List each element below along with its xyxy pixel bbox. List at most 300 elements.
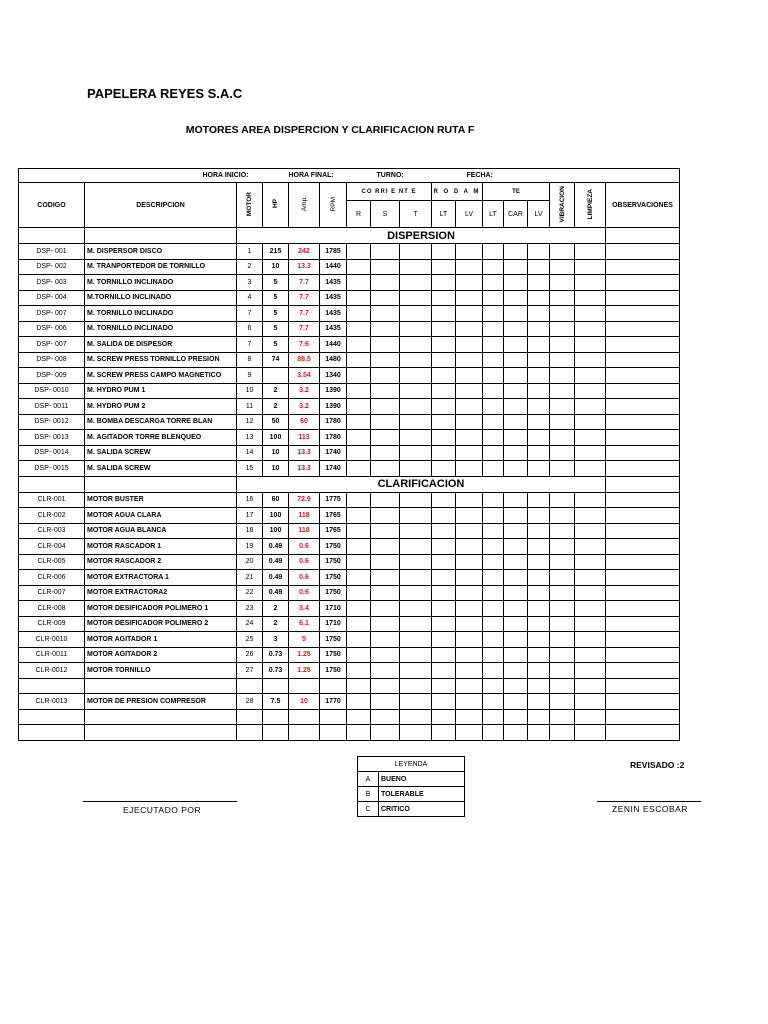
- blank-cell: [289, 678, 320, 694]
- hp-cell: 0.49: [263, 570, 289, 586]
- hp-cell: 2: [263, 601, 289, 617]
- reading-cell: [371, 321, 400, 337]
- blank-cell: [237, 725, 263, 741]
- reading-cell: [504, 244, 528, 260]
- reading-cell: [575, 508, 606, 524]
- code-cell: CLR-0011: [19, 647, 85, 663]
- code-cell: DSP- 003: [19, 275, 85, 291]
- reading-cell: [575, 570, 606, 586]
- reading-cell: [504, 554, 528, 570]
- rpm-cell: 1765: [320, 508, 347, 524]
- reading-cell: [400, 647, 432, 663]
- observaciones-cell: [606, 539, 680, 555]
- reading-cell: [483, 244, 504, 260]
- reading-cell: [371, 306, 400, 322]
- code-cell: DSP- 007: [19, 337, 85, 353]
- reading-cell: [575, 383, 606, 399]
- motor-number-cell: 12: [237, 414, 263, 430]
- motor-number-cell: 28: [237, 694, 263, 710]
- code-cell: CLR-006: [19, 570, 85, 586]
- reading-cell: [504, 275, 528, 291]
- code-cell: CLR-004: [19, 539, 85, 555]
- blank-cell: [320, 725, 347, 741]
- legend-key: C: [358, 802, 379, 817]
- amp-cell: 3.2: [289, 383, 320, 399]
- empty-row: [19, 678, 680, 694]
- observaciones-cell: [606, 585, 680, 601]
- reading-cell: [504, 585, 528, 601]
- reading-cell: [347, 508, 371, 524]
- motor-number-cell: 17: [237, 508, 263, 524]
- amp-cell: 118: [289, 523, 320, 539]
- reading-cell: [456, 275, 483, 291]
- reading-cell: [400, 585, 432, 601]
- legend-label: TOLERABLE: [379, 787, 465, 802]
- description-cell: MOTOR DESIFICADOR POLIMERO 2: [85, 616, 237, 632]
- reading-cell: [432, 430, 456, 446]
- rpm-cell: 1740: [320, 461, 347, 477]
- blank-cell: [400, 709, 432, 725]
- reading-cell: [550, 290, 575, 306]
- motor-row: [19, 275, 680, 291]
- reading-cell: [347, 275, 371, 291]
- blank-cell: [575, 678, 606, 694]
- reading-cell: [575, 290, 606, 306]
- t-subheader: T: [400, 201, 432, 228]
- reading-cell: [575, 647, 606, 663]
- blank-cell: [85, 476, 237, 492]
- code-cell: CLR-003: [19, 523, 85, 539]
- description-cell: M. SALIDA DE DISPESOR: [85, 337, 237, 353]
- legend-label: CRITICO: [379, 802, 465, 817]
- code-cell: DSP- 004: [19, 290, 85, 306]
- motor-row: [19, 539, 680, 555]
- reading-cell: [528, 601, 550, 617]
- reading-cell: [550, 663, 575, 679]
- reading-cell: [432, 616, 456, 632]
- code-cell: DSP- 007: [19, 306, 85, 322]
- reading-cell: [371, 414, 400, 430]
- hp-cell: 0.49: [263, 554, 289, 570]
- reading-cell: [483, 368, 504, 384]
- reading-cell: [575, 523, 606, 539]
- code-cell: DSP- 0012: [19, 414, 85, 430]
- reading-cell: [528, 414, 550, 430]
- section-row: [19, 228, 680, 244]
- amp-cell: 60: [289, 414, 320, 430]
- reading-cell: [528, 694, 550, 710]
- rpm-cell: 1750: [320, 554, 347, 570]
- motor-number-cell: 10: [237, 383, 263, 399]
- reading-cell: [504, 570, 528, 586]
- motor-number-cell: 14: [237, 445, 263, 461]
- blank-cell: [320, 709, 347, 725]
- code-cell: DSP- 002: [19, 259, 85, 275]
- reading-cell: [483, 337, 504, 353]
- reading-cell: [400, 352, 432, 368]
- motor-number-cell: 24: [237, 616, 263, 632]
- reading-cell: [550, 694, 575, 710]
- observaciones-cell: [606, 430, 680, 446]
- motor-number-cell: 22: [237, 585, 263, 601]
- amp-cell: 3.54: [289, 368, 320, 384]
- blank-cell: [432, 709, 456, 725]
- reading-cell: [528, 259, 550, 275]
- blank-cell: [504, 725, 528, 741]
- observaciones-cell: [606, 445, 680, 461]
- reading-cell: [550, 306, 575, 322]
- amp-cell: 0.6: [289, 539, 320, 555]
- ejecutado-signature-line: [83, 801, 237, 802]
- reading-cell: [400, 539, 432, 555]
- rodamiento-header: R O D A M: [432, 183, 483, 201]
- hp-cell: 3: [263, 632, 289, 648]
- reading-cell: [504, 461, 528, 477]
- reading-cell: [483, 663, 504, 679]
- observaciones-cell: [606, 632, 680, 648]
- code-cell: CLR-001: [19, 492, 85, 508]
- rpm-cell: 1710: [320, 616, 347, 632]
- reading-cell: [432, 352, 456, 368]
- reading-cell: [504, 399, 528, 415]
- reading-cell: [456, 430, 483, 446]
- blank-cell: [289, 709, 320, 725]
- motor-number-cell: 4: [237, 290, 263, 306]
- hp-cell: 0.49: [263, 539, 289, 555]
- reading-cell: [550, 399, 575, 415]
- hp-cell: 60: [263, 492, 289, 508]
- reading-cell: [504, 383, 528, 399]
- amp-cell: 113: [289, 430, 320, 446]
- reading-cell: [400, 616, 432, 632]
- fecha-label: FECHA:: [456, 169, 680, 183]
- reading-cell: [347, 539, 371, 555]
- hp-header: HP: [263, 183, 289, 228]
- lv-subheader: LV: [456, 201, 483, 228]
- reading-cell: [456, 244, 483, 260]
- reading-cell: [371, 601, 400, 617]
- motor-number-cell: 13: [237, 430, 263, 446]
- description-cell: MOTOR TORNILLO: [85, 663, 237, 679]
- hp-cell: 5: [263, 275, 289, 291]
- blank-cell: [550, 678, 575, 694]
- motor-row: [19, 616, 680, 632]
- reading-cell: [483, 539, 504, 555]
- reading-cell: [371, 554, 400, 570]
- reading-cell: [550, 523, 575, 539]
- observaciones-cell: [606, 616, 680, 632]
- reading-cell: [432, 585, 456, 601]
- document-title: MOTORES AREA DISPERCION Y CLARIFICACION RUTA F: [185, 124, 475, 136]
- reading-cell: [347, 321, 371, 337]
- reading-cell: [528, 663, 550, 679]
- reading-cell: [432, 570, 456, 586]
- reading-cell: [483, 414, 504, 430]
- blank-cell: [432, 678, 456, 694]
- hp-cell: 10: [263, 461, 289, 477]
- observaciones-cell: [606, 647, 680, 663]
- blank-cell: [550, 709, 575, 725]
- motor-number-cell: 23: [237, 601, 263, 617]
- blank-cell: [432, 725, 456, 741]
- motor-row: [19, 523, 680, 539]
- motor-number-cell: 18: [237, 523, 263, 539]
- reading-cell: [575, 275, 606, 291]
- amp-cell: 10: [289, 694, 320, 710]
- reading-cell: [528, 554, 550, 570]
- rpm-cell: 1435: [320, 321, 347, 337]
- reading-cell: [528, 244, 550, 260]
- description-cell: M. SALIDA SCREW: [85, 445, 237, 461]
- blank-cell: [19, 709, 85, 725]
- empty-row: [19, 709, 680, 725]
- reading-cell: [456, 290, 483, 306]
- reading-cell: [483, 694, 504, 710]
- description-cell: M. SCREW PRESS TORNILLO PRESION: [85, 352, 237, 368]
- description-cell: MOTOR AGUA CLARA: [85, 508, 237, 524]
- hp-cell: 0.49: [263, 585, 289, 601]
- reading-cell: [456, 306, 483, 322]
- motor-number-cell: 27: [237, 663, 263, 679]
- blank-cell: [456, 709, 483, 725]
- amp-cell: 13.3: [289, 445, 320, 461]
- reading-cell: [575, 337, 606, 353]
- reading-cell: [550, 461, 575, 477]
- observaciones-cell: [606, 337, 680, 353]
- motor-row: [19, 321, 680, 337]
- reading-cell: [575, 539, 606, 555]
- reading-cell: [432, 508, 456, 524]
- reading-cell: [456, 337, 483, 353]
- motor-number-cell: 21: [237, 570, 263, 586]
- amp-cell: 0.6: [289, 554, 320, 570]
- signer-name: ZENIN ESCOBAR: [612, 804, 688, 814]
- reading-cell: [528, 570, 550, 586]
- reading-cell: [483, 275, 504, 291]
- hp-cell: 5: [263, 306, 289, 322]
- reading-cell: [528, 383, 550, 399]
- reading-cell: [575, 259, 606, 275]
- motor-number-cell: 25: [237, 632, 263, 648]
- reading-cell: [432, 632, 456, 648]
- hp-cell: 74: [263, 352, 289, 368]
- blank-cell: [483, 725, 504, 741]
- reading-cell: [371, 539, 400, 555]
- description-cell: MOTOR BUSTER: [85, 492, 237, 508]
- reading-cell: [347, 414, 371, 430]
- rpm-cell: 1480: [320, 352, 347, 368]
- reading-cell: [347, 570, 371, 586]
- rpm-cell: 1775: [320, 492, 347, 508]
- reading-cell: [347, 445, 371, 461]
- description-cell: MOTOR AGITADOR 2: [85, 647, 237, 663]
- amp-cell: 118: [289, 508, 320, 524]
- legend-item: [358, 787, 465, 802]
- reading-cell: [432, 414, 456, 430]
- amp-cell: 7.7: [289, 290, 320, 306]
- rpm-cell: 1390: [320, 399, 347, 415]
- hp-cell: 5: [263, 337, 289, 353]
- reading-cell: [550, 508, 575, 524]
- reading-cell: [456, 616, 483, 632]
- reading-cell: [400, 663, 432, 679]
- motor-number-cell: 19: [237, 539, 263, 555]
- blank-cell: [237, 678, 263, 694]
- code-cell: DSP- 009: [19, 368, 85, 384]
- reading-cell: [504, 290, 528, 306]
- motor-number-cell: 3: [237, 275, 263, 291]
- blank-cell: [19, 725, 85, 741]
- observaciones-cell: [606, 321, 680, 337]
- reading-cell: [483, 259, 504, 275]
- code-cell: CLR-009: [19, 616, 85, 632]
- reading-cell: [550, 430, 575, 446]
- reading-cell: [347, 523, 371, 539]
- hp-cell: 215: [263, 244, 289, 260]
- reading-cell: [456, 399, 483, 415]
- description-cell: MOTOR EXTRACTORA 1: [85, 570, 237, 586]
- amp-cell: 6.1: [289, 616, 320, 632]
- reading-cell: [400, 523, 432, 539]
- reading-cell: [347, 663, 371, 679]
- reading-cell: [432, 337, 456, 353]
- legend-title: LEYENDA: [358, 757, 465, 772]
- reading-cell: [528, 352, 550, 368]
- reading-cell: [550, 383, 575, 399]
- blank-cell: [19, 228, 85, 244]
- motor-header: MOTOR: [237, 183, 263, 228]
- rpm-cell: 1750: [320, 632, 347, 648]
- amp-header: Amp.: [289, 183, 320, 228]
- description-cell: M. DISPERSOR DISCO: [85, 244, 237, 260]
- reading-cell: [432, 290, 456, 306]
- reading-cell: [400, 290, 432, 306]
- reading-cell: [400, 492, 432, 508]
- reading-cell: [371, 523, 400, 539]
- te-header: TE: [483, 183, 550, 201]
- reading-cell: [575, 554, 606, 570]
- reading-cell: [432, 259, 456, 275]
- hora-inicio-label: HORA INICIO:: [19, 169, 289, 183]
- reading-cell: [528, 647, 550, 663]
- hp-cell: 100: [263, 430, 289, 446]
- reading-cell: [400, 368, 432, 384]
- motor-number-cell: 2: [237, 259, 263, 275]
- motor-row: [19, 647, 680, 663]
- reading-cell: [456, 663, 483, 679]
- reading-cell: [400, 275, 432, 291]
- code-cell: DSP- 0013: [19, 430, 85, 446]
- reading-cell: [483, 461, 504, 477]
- description-cell: M. AGITADOR TORRE BLENQUEO: [85, 430, 237, 446]
- reading-cell: [456, 492, 483, 508]
- reading-cell: [550, 492, 575, 508]
- reading-cell: [504, 539, 528, 555]
- motor-row: [19, 585, 680, 601]
- amp-cell: 13.3: [289, 259, 320, 275]
- reading-cell: [371, 445, 400, 461]
- reading-cell: [371, 259, 400, 275]
- amp-cell: 72.9: [289, 492, 320, 508]
- reading-cell: [432, 647, 456, 663]
- code-cell: CLR-007: [19, 585, 85, 601]
- description-cell: M. TORNILLO INCLINADO: [85, 321, 237, 337]
- code-cell: DSP- 0015: [19, 461, 85, 477]
- description-cell: MOTOR AGUA BLANCA: [85, 523, 237, 539]
- hp-cell: 0.73: [263, 663, 289, 679]
- code-cell: CLR-0013: [19, 694, 85, 710]
- rpm-cell: 1440: [320, 259, 347, 275]
- hp-cell: 50: [263, 414, 289, 430]
- hora-final-label: HORA FINAL:: [289, 169, 371, 183]
- reading-cell: [371, 492, 400, 508]
- blank-cell: [371, 709, 400, 725]
- rpm-cell: 1435: [320, 275, 347, 291]
- reading-cell: [575, 399, 606, 415]
- revisado-label: REVISADO :2: [630, 760, 685, 770]
- amp-cell: 7.7: [289, 275, 320, 291]
- blank-cell: [528, 678, 550, 694]
- reading-cell: [504, 616, 528, 632]
- reading-cell: [550, 539, 575, 555]
- hp-cell: 5: [263, 290, 289, 306]
- observaciones-cell: [606, 694, 680, 710]
- reading-cell: [347, 244, 371, 260]
- observaciones-cell: [606, 554, 680, 570]
- blank-cell: [504, 678, 528, 694]
- hp-cell: 0.73: [263, 647, 289, 663]
- blank-cell: [606, 709, 680, 725]
- reading-cell: [371, 352, 400, 368]
- reading-cell: [400, 430, 432, 446]
- code-cell: DSP- 001: [19, 244, 85, 260]
- reading-cell: [483, 523, 504, 539]
- code-cell: DSP- 006: [19, 321, 85, 337]
- reading-cell: [400, 508, 432, 524]
- reading-cell: [504, 694, 528, 710]
- reading-cell: [371, 508, 400, 524]
- legend-item: [358, 802, 465, 817]
- reading-cell: [371, 616, 400, 632]
- motor-number-cell: 8: [237, 352, 263, 368]
- observaciones-cell: [606, 461, 680, 477]
- rpm-header: RPM: [320, 183, 347, 228]
- blank-cell: [400, 725, 432, 741]
- observaciones-cell: [606, 601, 680, 617]
- description-cell: MOTOR EXTRACTORA2: [85, 585, 237, 601]
- motor-row: [19, 290, 680, 306]
- motor-row: [19, 554, 680, 570]
- observaciones-cell: [606, 352, 680, 368]
- reading-cell: [432, 306, 456, 322]
- motor-row: [19, 259, 680, 275]
- reading-cell: [504, 430, 528, 446]
- code-cell: CLR-0010: [19, 632, 85, 648]
- description-cell: MOTOR AGITADOR 1: [85, 632, 237, 648]
- reading-cell: [347, 399, 371, 415]
- blank-cell: [575, 725, 606, 741]
- blank-cell: [237, 709, 263, 725]
- reading-cell: [528, 585, 550, 601]
- rpm-cell: 1710: [320, 601, 347, 617]
- blank-cell: [263, 709, 289, 725]
- reading-cell: [504, 632, 528, 648]
- reading-cell: [504, 647, 528, 663]
- lv-te-subheader: LV: [528, 201, 550, 228]
- lt-te-subheader: LT: [483, 201, 504, 228]
- blank-cell: [320, 678, 347, 694]
- description-cell: M. HYDRO PUM 2: [85, 399, 237, 415]
